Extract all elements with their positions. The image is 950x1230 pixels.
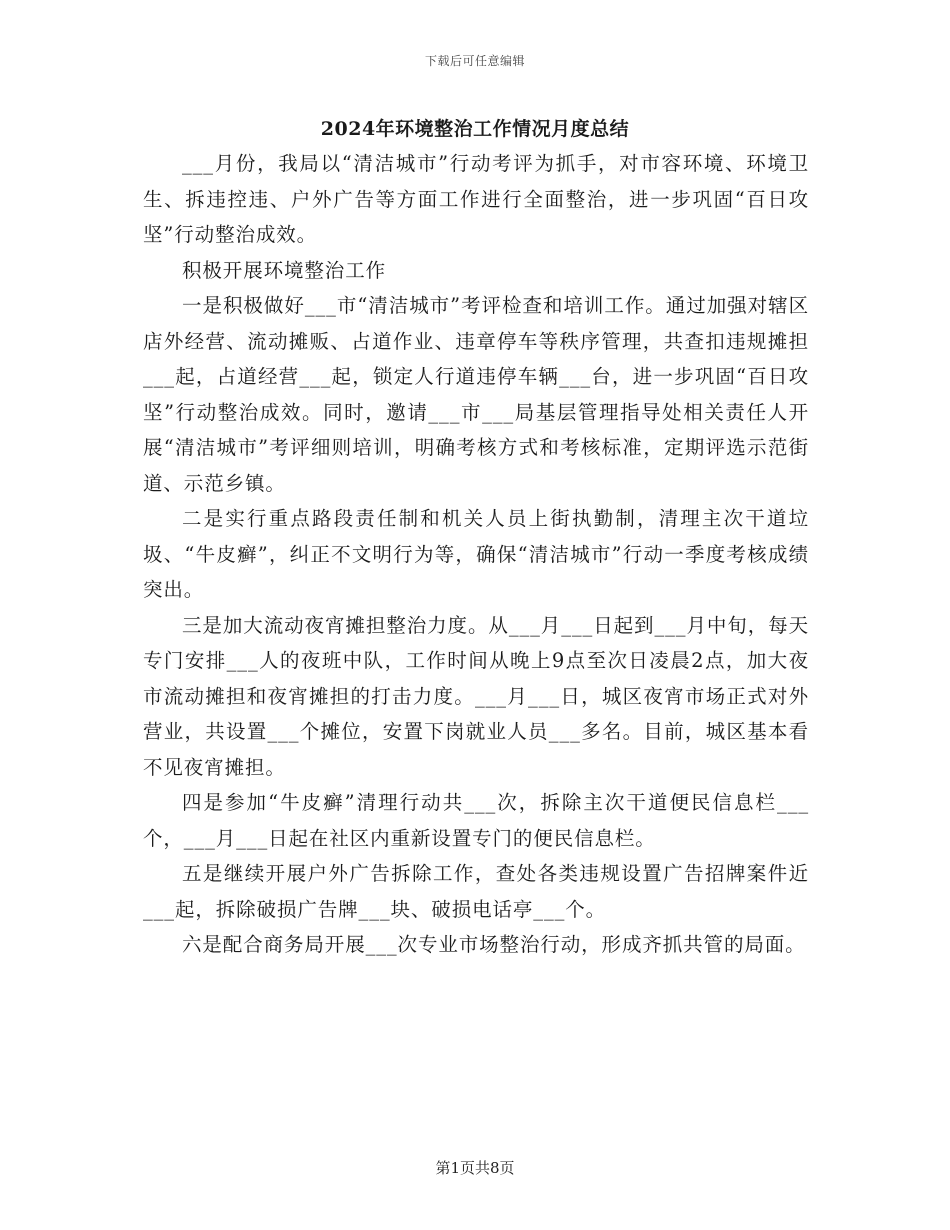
- paragraph-intro: ___月份，我局以“清洁城市”行动考评为抓手，对市容环境、环境卫生、拆违控违、户外广告等方面工作进行全面整治，进一步巩固“百日攻坚”行动整治成效。: [143, 152, 809, 246]
- header-note: 下载后可任意编辑: [424, 54, 525, 68]
- paragraph-item-4: 四是参加“牛皮癣”清理行动共___次，拆除主次干道便民信息栏___个，___月___日起在社区内重新设置专门的便民信息栏。: [143, 791, 809, 850]
- page-footer: 第1页共8页: [435, 1159, 515, 1177]
- paragraph-item-5: 五是继续开展户外广告拆除工作，查处各类违规设置广告招牌案件近___起，拆除破损广告牌___块、破损电话亭___个。: [143, 862, 809, 921]
- document-body: [143, 146, 809, 963]
- section-heading: 积极开展环境整治工作: [182, 258, 387, 282]
- paragraph-item-1: 一是积极做好___市“清洁城市”考评检查和培训工作。通过加强对辖区店外经营、流动摊贩、占道作业、违章停车等秩序管理，共查扣违规摊担___起，占道经营___起，锁定人行道违停车辆___台，进一步巩固“百日攻坚”行动整治成效。同时，邀请___市___局基层管理指导处相关责任人开展“清洁城市”考评细则培训，明确考核方式和考核标准，定期评选示范街道、示范乡镇。: [143, 294, 809, 495]
- paragraph-item-6: 六是配合商务局开展___次专业市场整治行动，形成齐抓共管的局面。: [182, 933, 806, 956]
- paragraph-item-2: 二是实行重点路段责任制和机关人员上街执勤制，清理主次干道垃圾、“牛皮癣”，纠正不文明行为等，确保“清洁城市”行动一季度考核成绩突出。: [143, 507, 809, 601]
- paragraph-item-3: 三是加大流动夜宵摊担整治力度。从___月___日起到___月中旬，每天专门安排___人的夜班中队，工作时间从晚上9点至次日凌晨2点，加大夜市流动摊担和夜宵摊担的打击力度。___月___日，城区夜宵市场正式对外营业，共设置___个摊位，安置下岗就业人员___多名。目前，城区基本看不见夜宵摊担。: [143, 613, 809, 779]
- document-title: 2024年环境整治工作情况月度总结: [320, 118, 630, 140]
